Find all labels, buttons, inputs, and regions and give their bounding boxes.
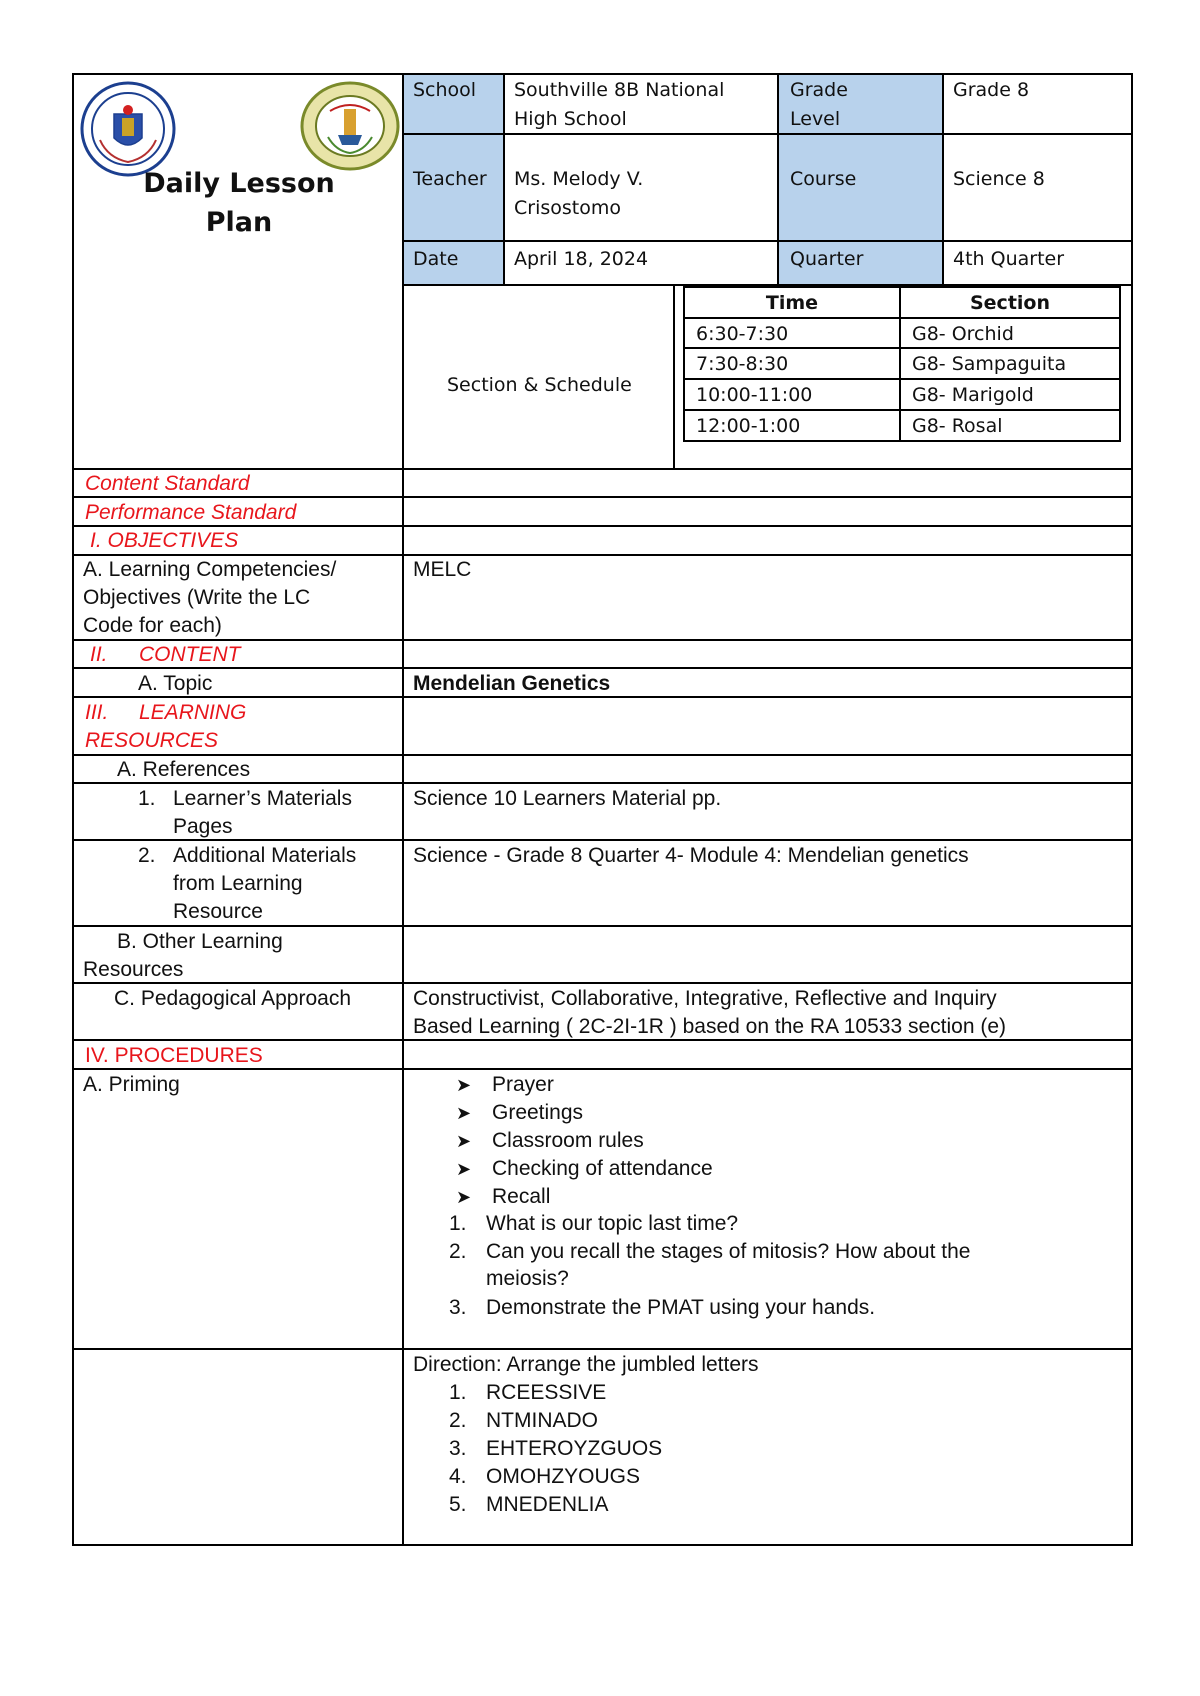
priming-bullet: ➤ Greetings xyxy=(456,1099,583,1127)
schedule-time: 6:30-7:30 xyxy=(696,323,789,345)
schedule-time: 12:00-1:00 xyxy=(696,415,801,437)
school-label: School xyxy=(413,79,477,101)
additional-materials-value: Science - Grade 8 Quarter 4- Module 4: Mendelian genetics xyxy=(413,844,969,867)
grade-value: Grade 8 xyxy=(953,79,1030,101)
section-schedule-label: Section & Schedule xyxy=(447,374,632,396)
schedule-section: G8- Marigold xyxy=(912,384,1034,406)
topic-label: A. Topic xyxy=(138,672,213,695)
procedures-heading: IV. PROCEDURES xyxy=(85,1044,263,1067)
content-standard-label: Content Standard xyxy=(85,472,250,495)
priming-bullet: ➤ Classroom rules xyxy=(456,1127,644,1155)
priming-label: A. Priming xyxy=(83,1073,180,1096)
teacher-value-line1: Ms. Melody V. xyxy=(514,168,644,190)
pedagogical-value-line2: Based Learning ( 2C-2I-1R ) based on the RA 10533 section (e) xyxy=(413,1015,1007,1038)
jumbled-word: RCEESSIVE xyxy=(486,1381,607,1404)
additional-materials-line3: Resource xyxy=(173,900,263,923)
additional-materials-line1: Additional Materials xyxy=(173,844,357,867)
schedule-section: G8- Orchid xyxy=(912,323,1014,345)
schedule-time: 10:00-11:00 xyxy=(696,384,813,406)
direction-text: Direction: Arrange the jumbled letters xyxy=(413,1353,759,1376)
learners-materials-line1: Learner’s Materials xyxy=(173,787,352,810)
question-num: 2. xyxy=(449,1240,467,1263)
date-value: April 18, 2024 xyxy=(514,248,649,270)
schedule-section: G8- Sampaguita xyxy=(912,353,1067,375)
competencies-value: MELC xyxy=(413,558,472,581)
course-label: Course xyxy=(790,168,857,190)
jumbled-word: EHTEROYZGUOS xyxy=(486,1437,663,1460)
dlp-title-line2: Plan xyxy=(205,207,273,238)
quarter-value: 4th Quarter xyxy=(953,248,1065,270)
question-num: 3. xyxy=(449,1296,467,1319)
schedule-time: 7:30-8:30 xyxy=(696,353,789,375)
learners-materials-line2: Pages xyxy=(173,815,233,838)
competencies-label-line2: Objectives (Write the LC xyxy=(83,586,311,609)
competencies-label-line1: A. Learning Competencies/ xyxy=(83,558,337,581)
schedule-header-time: Time xyxy=(765,292,819,314)
references-label: A. References xyxy=(117,758,251,781)
priming-bullet: ➤ Recall xyxy=(456,1183,550,1211)
arrow-bullet-icon: ➤ xyxy=(456,1187,472,1207)
question-text: What is our topic last time? xyxy=(486,1212,739,1235)
jumbled-num: 2. xyxy=(449,1409,467,1432)
additional-materials-num: 2. xyxy=(138,844,156,867)
jumbled-num: 1. xyxy=(449,1381,467,1404)
grade-label-line2: Level xyxy=(790,108,841,130)
content-heading: CONTENT xyxy=(139,643,241,666)
pedagogical-label: C. Pedagogical Approach xyxy=(114,987,351,1010)
pedagogical-value-line1: Constructivist, Collaborative, Integrative, Reflective and Inquiry xyxy=(413,987,997,1010)
course-value: Science 8 xyxy=(953,168,1045,190)
learners-materials-value: Science 10 Learners Material pp. xyxy=(413,787,722,810)
resources-heading-num: III. xyxy=(85,701,109,724)
arrow-bullet-icon: ➤ xyxy=(456,1159,472,1179)
arrow-bullet-icon: ➤ xyxy=(456,1131,472,1151)
content-heading-num: II. xyxy=(90,643,108,666)
other-resources-line2: Resources xyxy=(83,958,184,981)
jumbled-word: OMOHZYOUGS xyxy=(486,1465,641,1488)
resources-heading-line2: RESOURCES xyxy=(85,729,219,752)
teacher-label: Teacher xyxy=(413,168,487,190)
question-text: Can you recall the stages of mitosis? How about the xyxy=(486,1240,971,1263)
jumbled-num: 3. xyxy=(449,1437,467,1460)
objectives-heading: I. OBJECTIVES xyxy=(90,529,239,552)
jumbled-num: 4. xyxy=(449,1465,467,1488)
schedule-header-section: Section xyxy=(969,292,1050,314)
performance-standard-label: Performance Standard xyxy=(85,501,297,524)
priming-bullet: ➤ Checking of attendance xyxy=(456,1155,713,1183)
school-value-line2: High School xyxy=(514,108,627,130)
learners-materials-num: 1. xyxy=(138,787,156,810)
resources-heading-line1: LEARNING xyxy=(139,701,247,724)
date-label: Date xyxy=(413,248,459,270)
priming-bullet: ➤ Prayer xyxy=(456,1071,554,1099)
teacher-value-line2: Crisostomo xyxy=(514,197,621,219)
other-resources-line1: B. Other Learning xyxy=(117,930,283,953)
dlp-title-line1: Daily Lesson xyxy=(143,168,335,199)
jumbled-num: 5. xyxy=(449,1493,467,1516)
schedule-section: G8- Rosal xyxy=(912,415,1003,437)
arrow-bullet-icon: ➤ xyxy=(456,1075,472,1095)
school-seal-logo xyxy=(300,81,400,171)
jumbled-word: NTMINADO xyxy=(486,1409,598,1432)
grade-label-line1: Grade xyxy=(790,79,848,101)
question-text-cont: meiosis? xyxy=(486,1267,569,1290)
competencies-label-line3: Code for each) xyxy=(83,614,222,637)
arrow-bullet-icon: ➤ xyxy=(456,1103,472,1123)
jumbled-word: MNEDENLIA xyxy=(486,1493,609,1516)
question-text: Demonstrate the PMAT using your hands. xyxy=(486,1296,876,1319)
topic-value: Mendelian Genetics xyxy=(413,672,611,695)
question-num: 1. xyxy=(449,1212,467,1235)
quarter-label: Quarter xyxy=(790,248,864,270)
school-value-line1: Southville 8B National xyxy=(514,79,725,101)
additional-materials-line2: from Learning xyxy=(173,872,303,895)
